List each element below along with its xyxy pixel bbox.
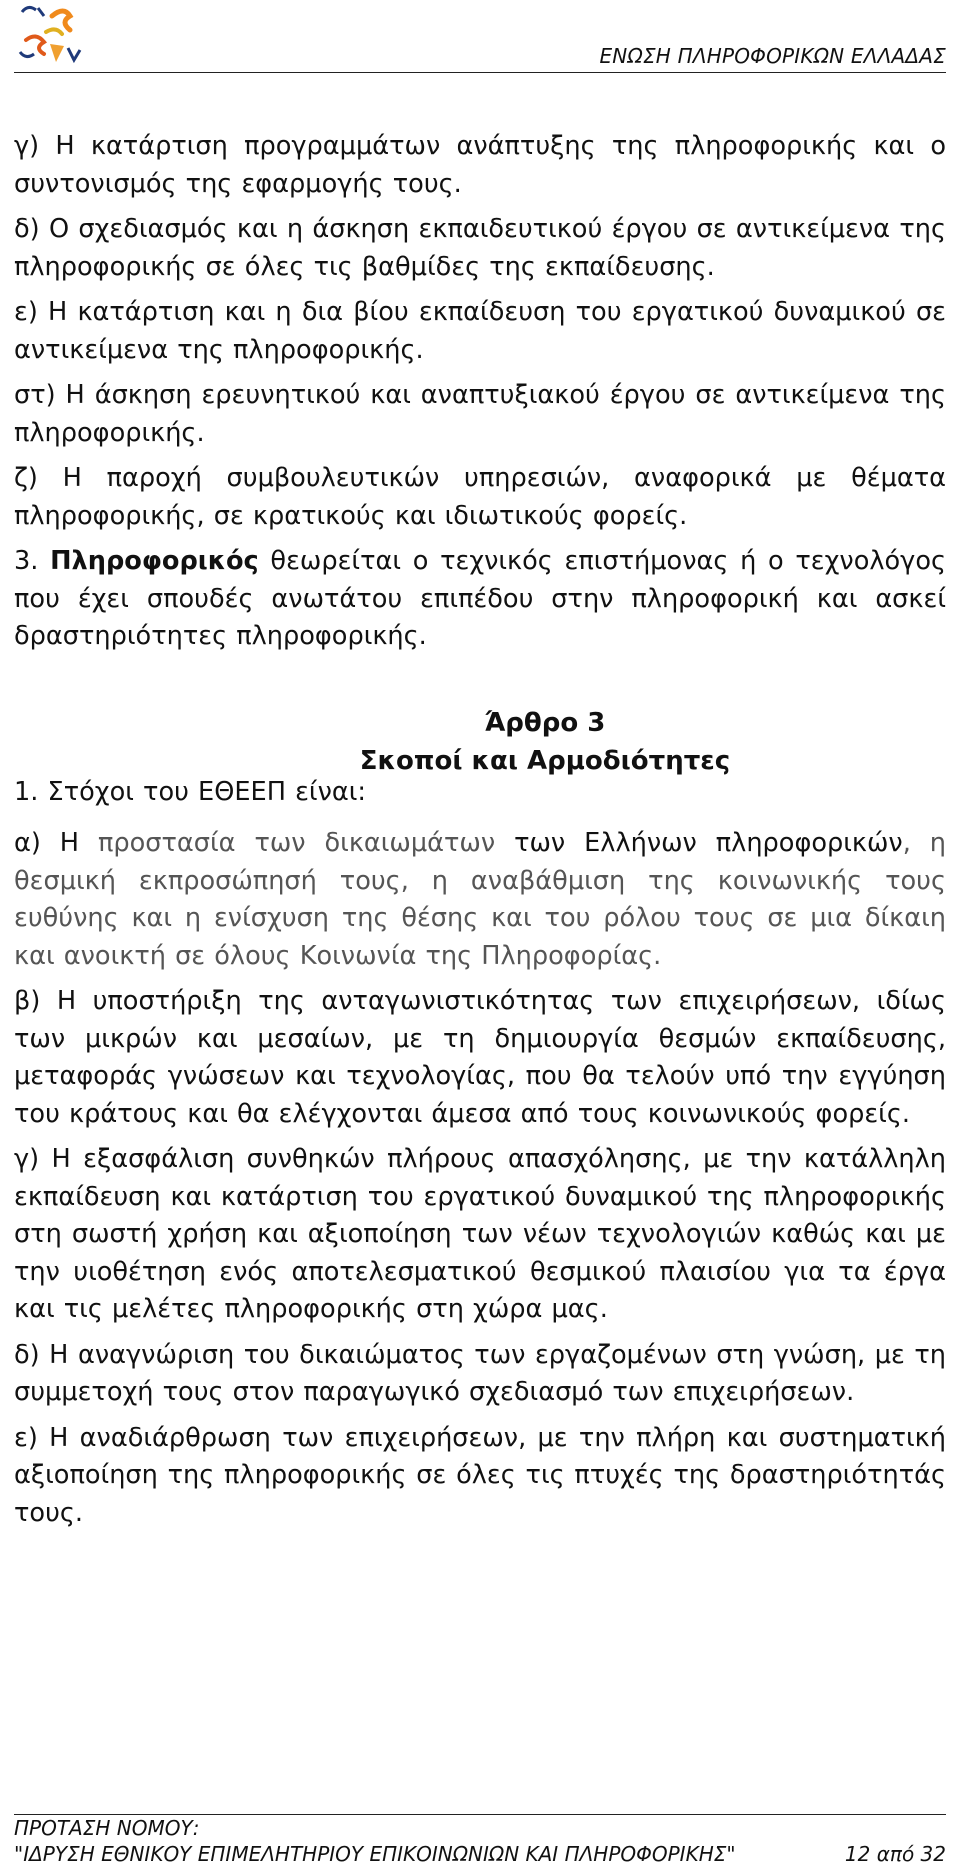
- paragraph-3-text: θεωρείται ο τεχνικός επιστήμονας ή ο τεχνολόγος που έχει σπουδές ανωτάτου επιπέδου στην πληροφορική και ασκεί δραστηριότητες πληροφορικής.: [14, 546, 946, 651]
- paragraph-e: ε) Η κατάρτιση και η δια βίου εκπαίδευση του εργατικού δυναμικού σε αντικείμενα της πληροφορικής.: [14, 297, 946, 365]
- goal-g: γ) Η εξασφάλιση συνθηκών πλήρους απασχόλησης, με την κατάλληλη εκπαίδευση και κατάρτιση του εργατικού δυναμικού της πληροφορικής στη σωστή χρήση και αξιοποίηση των νέων τεχνολογιών καθώς και με την υιοθέτηση ενός αποτελεσματικού θεσμικού πλαισίου για τα έργα και τις μελέτες πληροφορικής στη χώρα μας.: [14, 1144, 946, 1324]
- goal-a-prefix: α) Η: [14, 828, 80, 858]
- document-body: [14, 128, 946, 1532]
- goal-b: β) Η υποστήριξη της ανταγωνιστικότητας των επιχειρήσεων, ιδίως των μικρών και μεσαίων, με τη δημιουργία θεσμών εκπαίδευσης, μεταφοράς γνώσεων και τεχνολογίας, που θα τελούν υπό την εγγύηση του κράτους και θα ελέγχονται άμεσα από τους κοινωνικούς φορείς.: [14, 986, 946, 1129]
- page-number: 12 από 32: [844, 1842, 946, 1866]
- goal-a-emphasis: των Ελλήνων πληροφορικών: [514, 828, 903, 858]
- goal-d: δ) Η αναγνώριση του δικαιώματος των εργαζομένων στη γνώση, με τη συμμετοχή τους στον παραγωγικό σχεδιασμό των επιχειρήσεων.: [14, 1339, 946, 1407]
- goal-a: [14, 825, 946, 975]
- page-header: [14, 0, 946, 73]
- article-number: Άρθρο 3: [484, 707, 606, 738]
- footer-label: ΠΡΟΤΑΣΗ ΝΟΜΟΥ:: [14, 1816, 200, 1840]
- goals-intro: 1. Στόχοι του ΕΘΕΕΠ είναι:: [14, 776, 367, 807]
- paragraph-d: δ) Ο σχεδιασμός και η άσκηση εκπαιδευτικού έργου σε αντικείμενα της πληροφορικής σε όλες τις βαθμίδες της εκπαίδευσης.: [14, 214, 946, 282]
- page-footer: [14, 1814, 946, 1867]
- paragraph-st: στ) Η άσκηση ερευνητικού και αναπτυξιακού έργου σε αντικείμενα της πληροφορικής.: [14, 380, 946, 448]
- organization-logo-icon: [16, 2, 96, 70]
- term-plirioforikos: Πληροφορικός: [50, 546, 259, 576]
- paragraph-z: ζ) Η παροχή συμβουλευτικών υπηρεσιών, αναφορικά με θέματα πληροφορικής, σε κρατικούς και ιδιωτικούς φορείς.: [14, 463, 946, 531]
- goal-e: ε) Η αναδιάρθρωση των επιχειρήσεων, με την πλήρη και συστηματική αξιοποίηση της πληροφορικής σε όλες τις πτυχές της δραστηριότητάς τους.: [14, 1422, 946, 1528]
- paragraph-3: [14, 543, 946, 656]
- header-title: ΕΝΩΣΗ ΠΛΗΡΟΦΟΡΙΚΩΝ ΕΛΛΑΔΑΣ: [599, 44, 946, 68]
- paragraph-3-number: 3.: [14, 546, 39, 576]
- goal-a-soft-2: , η θεσμική εκπροσώπησή τους, η αναβάθμιση της κοινωνικής τους ευθύνης και η ενίσχυση της θέσης και του ρόλου τους σε μια δίκαιη και ανοικτή σε όλους Κοινωνία της Πληροφορίας.: [14, 828, 946, 971]
- goal-a-soft-1: προστασία των δικαιωμάτων: [97, 828, 496, 858]
- article-title: Σκοποί και Αρμοδιότητες: [359, 745, 731, 776]
- footer-document-title: "ΙΔΡΥΣΗ ΕΘΝΙΚΟΥ ΕΠΙΜΕΛΗΤΗΡΙΟΥ ΕΠΙΚΟΙΝΩΝΙΩΝ ΚΑΙ ΠΛΗΡΟΦΟΡΙΚΗΣ": [14, 1842, 736, 1866]
- paragraph-g: γ) Η κατάρτιση προγραμμάτων ανάπτυξης της πληροφορικής και ο συντονισμός της εφαρμογής τους.: [14, 131, 946, 199]
